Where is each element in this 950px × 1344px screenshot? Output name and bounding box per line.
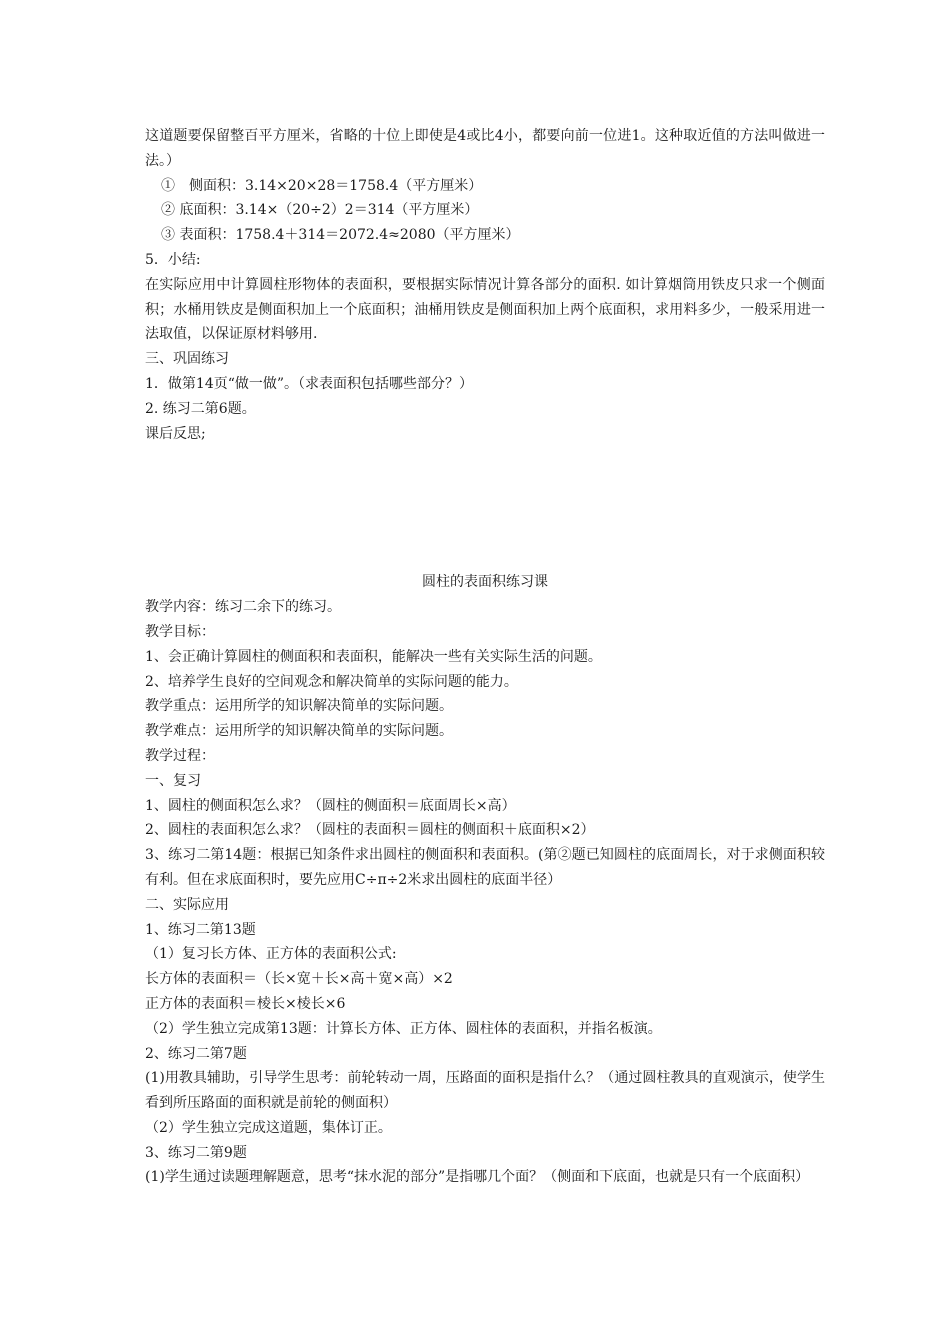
- practice-item-1: 1．做第14页“做一做”。（求表面积包括哪些部分？）: [145, 375, 474, 392]
- practice-item-2: 2. 练习二第6题。: [145, 400, 256, 417]
- application-heading: 二、实际应用: [145, 896, 229, 913]
- review-item-3: 3、练习二第14题：根据已知条件求出圆柱的侧面积和表面积。(第②题已知圆柱的底面周长，对于求侧面积较有利。但在求底面积时，要先应用C÷π÷2米求出圆柱的底面半径）: [145, 847, 825, 888]
- cuboid-formula: 长方体的表面积＝（长×宽＋长×高＋宽×高）×2: [145, 971, 453, 988]
- practice-heading: 三、巩固练习: [145, 351, 229, 368]
- lesson-title: 圆柱的表面积练习课: [422, 574, 548, 591]
- exercise-7-step-1: (1)用教具辅助，引导学生思考：前轮转动一周，压路面的面积是指什么？（通过圆柱教具的直观演示，使学生看到所压路面的面积就是前轮的侧面积）: [145, 1070, 825, 1112]
- exercise-7-step-2: （2）学生独立完成这道题，集体订正。: [145, 1119, 392, 1136]
- goal-item-1: 1、会正确计算圆柱的侧面积和表面积，能解决一些有关实际生活的问题。: [145, 648, 602, 665]
- exercise-9-heading: 3、练习二第9题: [145, 1144, 247, 1161]
- carry-method-explanation: 这道题要保留整百平方厘米，省略的十位上即使是4或比4小，都要向前一位进1。这种取近值的方法叫做进一法。）: [145, 128, 825, 169]
- review-heading: 一、复习: [145, 772, 201, 789]
- exercise-7-heading: 2、练习二第7题: [145, 1045, 247, 1062]
- goals-heading: 教学目标：: [145, 623, 215, 640]
- step-surface-area: ③ 表面积：1758.4＋314＝2072.4≈2080（平方厘米）: [161, 227, 520, 244]
- summary-heading: 5．小结:: [145, 251, 201, 268]
- step-lateral-area: ① 侧面积：3.14×20×28＝1758.4（平方厘米）: [161, 177, 483, 194]
- cube-formula: 正方体的表面积＝棱长×棱长×6: [145, 995, 346, 1012]
- exercise-13-heading: 1、练习二第13题: [145, 921, 256, 938]
- exercise-13-step-1: （1）复习长方体、正方体的表面积公式:: [145, 946, 397, 963]
- key-point: 教学重点：运用所学的知识解决简单的实际问题。: [145, 698, 453, 715]
- exercise-13-step-2: （2）学生独立完成第13题：计算长方体、正方体、圆柱体的表面积，并指名板演。: [145, 1020, 662, 1037]
- blank-space: [145, 446, 825, 570]
- exercise-9-step-1: (1)学生通过读题理解题意，思考“抹水泥的部分”是指哪几个面？（侧面和下底面，也就是只有一个底面积）: [145, 1169, 810, 1186]
- teaching-content: 教学内容：练习二余下的练习。: [145, 599, 341, 616]
- summary-text: 在实际应用中计算圆柱形物体的表面积，要根据实际情况计算各部分的面积. 如计算烟筒用铁皮只求一个侧面积；水桶用铁皮是侧面积加上一个底面积；油桶用铁皮是侧面积加上两个底面积，求用料多少，一般采用进一法取值，以保证原材料够用.: [145, 276, 825, 343]
- document-page: [145, 124, 825, 1190]
- step-base-area: ② 底面积：3.14×（20÷2）2＝314（平方厘米）: [161, 202, 479, 219]
- goal-item-2: 2、培养学生良好的空间观念和解决简单的实际问题的能力。: [145, 673, 518, 690]
- reflection-label: 课后反思;: [145, 425, 206, 442]
- difficult-point: 教学难点：运用所学的知识解决简单的实际问题。: [145, 723, 453, 740]
- review-item-1: 1、圆柱的侧面积怎么求？（圆柱的侧面积＝底面周长×高）: [145, 797, 516, 814]
- review-item-2: 2、圆柱的表面积怎么求？（圆柱的表面积＝圆柱的侧面积＋底面积×2）: [145, 822, 595, 839]
- process-heading: 教学过程：: [145, 747, 215, 764]
